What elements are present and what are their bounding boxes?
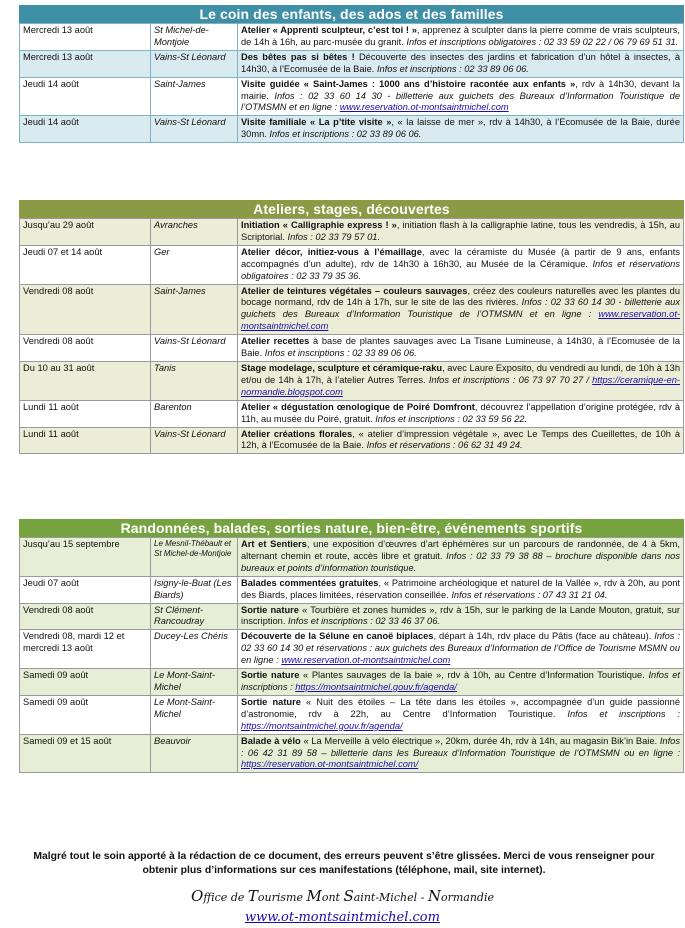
event-description	[238, 695, 684, 734]
table-row	[20, 284, 684, 335]
section-children	[19, 5, 684, 143]
event-date: Mercredi 13 août	[20, 50, 151, 77]
event-title: Balades commentées gratuites	[241, 577, 379, 588]
event-description	[238, 335, 684, 362]
event-description	[238, 630, 684, 669]
event-text: , « la laisse de mer », rdv à 14h30, à l’Ecomusée de la Baie, durée 30mn.	[241, 117, 680, 140]
section-outdoor	[19, 519, 684, 773]
event-date: Jeudi 14 août	[20, 116, 151, 143]
event-place: Saint-James	[151, 77, 238, 116]
event-text: , découvrez l’appellation d’origine protégée, rdv à 11h, au musée du Poiré, gratuit.	[241, 401, 680, 424]
table-row	[20, 603, 684, 630]
table-row	[20, 50, 684, 77]
table-row	[20, 77, 684, 116]
event-text: « Nuit des étoiles – La tête dans les étoiles », accompagnée d’un guide passionné d’astronomie, rdv à 22h, au Centre d’Information Touristique.	[241, 696, 681, 719]
event-title: Atelier de teintures végétales – couleurs sauvages	[241, 285, 468, 296]
signature-word: Normandie	[427, 887, 494, 905]
events-table	[19, 218, 684, 454]
event-text: , avec Laure Exposito, du vendredi au lundi, de 10h à 13h et/ou de 14h à 17h, à l’atelier Autres Terres.	[241, 362, 681, 385]
event-info: Infos et inscriptions :	[567, 708, 681, 719]
event-date: Du 10 au 31 août	[20, 361, 151, 400]
event-date: Mercredi 13 août	[20, 24, 151, 51]
event-date: Vendredi 08 août	[20, 284, 151, 335]
event-info: Infos et inscriptions :	[241, 670, 681, 692]
event-place: Vains-St Léonard	[151, 50, 238, 77]
table-row	[20, 695, 684, 734]
event-text: Découverte des insectes des jardins et fabrication d’un hôtel à insectes, à 14h30, à l’Ecomusée de la Baie.	[241, 51, 680, 74]
event-place: St Michel-de-Montjoie	[151, 24, 238, 51]
table-row	[20, 219, 684, 246]
event-date: Vendredi 08 août	[20, 603, 151, 630]
table-row	[20, 245, 684, 284]
table-row	[20, 630, 684, 669]
event-date: Samedi 09 août	[20, 669, 151, 696]
event-place: Le Mesnil-Thébault et St Michel-de-Montjoie	[151, 538, 238, 577]
event-text: , avec la céramiste du Musée (à partir de 9 ans, enfants accompagnés d’un adulte), rdv de 14h30 à 16h30, au Musée de la Céramique.	[241, 246, 680, 269]
event-description	[238, 603, 684, 630]
booking-link[interactable]: www.reservation.ot-montsaintmichel.com	[339, 102, 509, 113]
booking-link[interactable]: https://montsaintmichel.gouv.fr/agenda/	[295, 681, 457, 692]
event-text: , « Patrimoine archéologique et naturel de la Vallée », rdv à 20h, au pont des Biards, places limitées, réservation conseillée.	[241, 577, 680, 600]
disclaimer-note: Malgré tout le soin apporté à la rédaction de ce document, des erreurs peuvent s’être glissées. Merci de vous renseigner pour obtenir plus d’informations sur ces manifestations (téléphone, mail, site internet).	[33, 851, 655, 876]
event-info: Infos et inscriptions : 02 33 89 06 06.	[376, 63, 529, 74]
event-description	[238, 427, 684, 454]
event-place: Le Mont-Saint-Michel	[151, 669, 238, 696]
signature-word: Mont	[306, 887, 340, 905]
booking-link[interactable]: https://ceramique-en-normandie.blogspot.com	[241, 374, 680, 397]
events-table	[19, 23, 684, 143]
event-info: Infos et inscriptions : 02 33 89 06 06.	[264, 348, 417, 359]
event-title: Atelier décor, initiez-vous à l’émaillage	[241, 246, 422, 257]
event-description	[238, 669, 684, 696]
event-text: , apprenez à sculpter dans la pierre comme de vrais sculpteurs, de 14h à 16h, au parc-musée du granit.	[241, 25, 680, 47]
event-place: Le Mont-Saint-Michel	[151, 695, 238, 734]
signature-word: Tourisme	[247, 887, 303, 905]
website-link[interactable]: www.ot-montsaintmichel.com	[245, 910, 440, 925]
event-date: Vendredi 08 août	[20, 335, 151, 362]
event-place: Tanis	[151, 361, 238, 400]
table-row	[20, 335, 684, 362]
event-place: Avranches	[151, 219, 238, 246]
event-title: Initiation « Calligraphie express ! »	[241, 220, 397, 230]
signature-word: Saint-Michel	[343, 887, 418, 905]
event-title: Des bêtes pas si bêtes !	[241, 51, 355, 62]
event-text: , « atelier d’impression végétale », avec Le Temps des Cueillettes, de 10h à 12h, à l’Ecomusée de la Baie.	[241, 428, 681, 451]
event-text: à base de plantes sauvages avec La Tisane Lumineuse, à 14h30, à l’Ecomusée de la Baie.	[241, 336, 680, 359]
event-info: Infos et inscriptions obligatoires : 02 33 59 02 22 / 06 79 69 51 31.	[406, 36, 679, 47]
event-info: Infos : 02 33 60 14 30 et réservations : aux guichets des Bureaux d’Information de l’Office de Tourisme MSMN ou en ligne :	[241, 631, 681, 666]
event-text: , départ à 14h, rdv place du Pâtis (face au château).	[433, 631, 655, 642]
event-text: , initiation flash à la calligraphie latine, tous les vendredis, à 15h, au Scriptorial.	[241, 220, 680, 242]
event-title: Atelier « Apprenti sculpteur, c’est toi ! »	[241, 25, 417, 35]
event-title: Atelier « dégustation œnologique de Poiré Domfront	[241, 401, 475, 412]
event-info: Infos et inscriptions : 02 33 89 06 06.	[269, 129, 422, 140]
table-row	[20, 116, 684, 143]
event-info: Infos : 02 33 60 14 30 - billetterie aux guichets des Bureaux d’Information Touristique de l’OTMSMN et en ligne :	[241, 90, 680, 113]
event-place: Vains-St Léonard	[151, 116, 238, 143]
event-date: Lundi 11 août	[20, 400, 151, 427]
event-title: Atelier créations florales	[241, 428, 353, 439]
event-description	[238, 77, 684, 116]
table-row	[20, 400, 684, 427]
table-row	[20, 361, 684, 400]
event-description	[238, 24, 684, 51]
event-title: Sortie nature	[241, 670, 300, 681]
event-info: Infos et réservations obligatoires : 02 33 79 35 36.	[241, 258, 681, 281]
section-title: Randonnées, balades, sorties nature, bien-être, événements sportifs	[19, 519, 684, 537]
event-info: Infos et inscriptions : 02 33 46 37 06.	[288, 616, 440, 627]
event-text: « Plantes sauvages de la baie », rdv à 10h, au Centre d’Information Touristique.	[299, 670, 649, 681]
booking-link[interactable]: www.reservation.ot-montsaintmichel.com	[241, 309, 680, 332]
table-row	[20, 734, 684, 773]
section-workshops	[19, 200, 684, 454]
signature-word: Office	[191, 887, 228, 905]
event-description	[238, 576, 684, 603]
booking-link[interactable]: www.reservation.ot-montsaintmichel.com	[281, 655, 451, 666]
table-row	[20, 669, 684, 696]
booking-link[interactable]: https://montsaintmichel.gouv.fr/agenda/	[241, 720, 403, 731]
event-info: Infos : 02 33 60 14 30 - billetterie aux guichets des Bureaux d’Information Touristique de l’OTMSMN et en ligne :	[241, 297, 680, 320]
event-title: Visite familiale « La p’tite visite »	[241, 117, 392, 128]
table-row	[20, 538, 684, 577]
signature-word: de	[230, 891, 245, 904]
event-place: Ducey-Les Chéris	[151, 630, 238, 669]
section-title: Le coin des enfants, des ados et des familles	[19, 5, 684, 23]
event-description	[238, 245, 684, 284]
event-description	[238, 538, 684, 577]
event-text: , créez des couleurs naturelles avec les plantes du bocage normand, rdv de 14h à 17h, sur le site de las des rivières.	[241, 285, 681, 308]
event-place: Saint-James	[151, 284, 238, 335]
event-title: Sortie nature	[241, 696, 301, 707]
event-description	[238, 361, 684, 400]
office-signature	[0, 887, 685, 905]
events-table	[19, 537, 684, 773]
event-text: « La Merveille à vélo électrique », 20km, durée 4h, rdv à 14h, au magasin Bik’in Baie.	[300, 735, 660, 746]
event-place: Vains-St Léonard	[151, 335, 238, 362]
event-date: Samedi 09 août	[20, 695, 151, 734]
event-text: , rdv à 14h30, devant la mairie.	[241, 78, 680, 101]
event-date: Jusqu’au 15 septembre	[20, 538, 151, 577]
section-title: Ateliers, stages, découvertes	[19, 200, 684, 218]
event-title: Visite guidée « Saint-James : 1000 ans d’histoire racontée aux enfants »	[241, 78, 576, 89]
event-description	[238, 116, 684, 143]
event-date: Lundi 11 août	[20, 427, 151, 454]
event-place: Vains-St Léonard	[151, 427, 238, 454]
event-info: Infos et réservations : 06 62 31 49 24.	[366, 440, 523, 451]
event-description	[238, 734, 684, 773]
table-row	[20, 427, 684, 454]
event-date: Samedi 09 et 15 août	[20, 734, 151, 773]
event-place: Ger	[151, 245, 238, 284]
event-date: Vendredi 08, mardi 12 et mercredi 13 août	[20, 630, 151, 669]
event-info: Infos et inscriptions : 06 73 97 70 27 /	[428, 374, 593, 385]
event-title: Balade à vélo	[241, 735, 301, 746]
event-title: Art et Sentiers	[241, 539, 307, 549]
event-date: Jeudi 07 et 14 août	[20, 245, 151, 284]
event-date: Jusqu’au 29 août	[20, 219, 151, 246]
event-text: , une exposition d’œuvres d’art éphémères sur un parcours de randonnée, de 4 à 5km, alternant chemin et route, accès libre et gratuit.	[241, 539, 680, 561]
event-title: Découverte de la Sélune en canoë biplaces	[241, 631, 434, 642]
event-title: Stage modelage, sculpture et céramique-raku	[241, 362, 443, 373]
event-description	[238, 50, 684, 77]
event-description	[238, 219, 684, 246]
event-info: Infos et inscriptions : 02 33 59 56 22.	[375, 413, 528, 424]
event-place: Beauvoir	[151, 734, 238, 773]
table-row	[20, 24, 684, 51]
event-text: « Tourbière et zones humides », rdv à 15h, sur le parking de la Lande Mouton, gratuit, sur inscription.	[241, 604, 681, 627]
signature-word: -	[420, 891, 425, 904]
booking-link[interactable]: https://reservation.ot-montsaintmichel.com/	[241, 759, 419, 770]
table-row	[20, 576, 684, 603]
event-place: Isigny-le-Buat (Les Biards)	[151, 576, 238, 603]
event-date: Jeudi 14 août	[20, 77, 151, 116]
event-place: St Clément-Rancoudray	[151, 603, 238, 630]
event-info: Infos et réservations : 07 43 31 21 04.	[451, 589, 608, 600]
event-info: Infos : 02 33 79 38 88 – brochure disponible dans nos bureaux et points d’information touristique.	[241, 550, 680, 573]
event-description	[238, 400, 684, 427]
event-title: Sortie nature	[241, 604, 299, 615]
event-info: Infos : 02 33 79 57 01.	[287, 231, 381, 242]
event-date: Jeudi 07 août	[20, 576, 151, 603]
event-title: Atelier recettes	[241, 336, 310, 347]
event-info: Infos : 06 42 31 89 58 – billetterie dans les Bureaux d’Information Touristique de l’OTMSMN ou en ligne :	[241, 735, 680, 758]
event-description	[238, 284, 684, 335]
event-place: Barenton	[151, 400, 238, 427]
